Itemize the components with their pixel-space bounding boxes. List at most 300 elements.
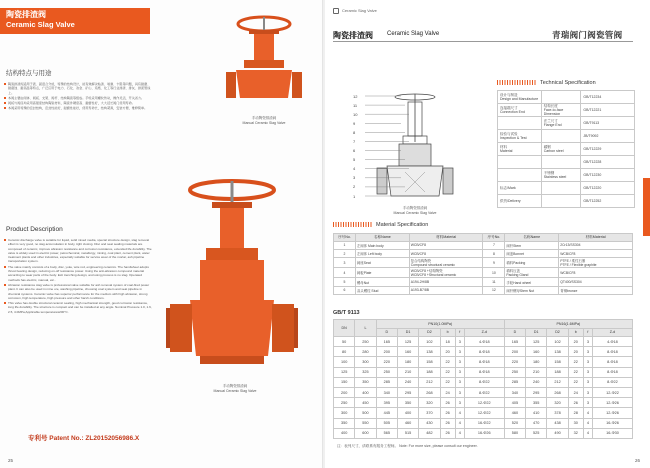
dim-cell: 285 [504, 377, 525, 387]
page-number-left: 25 [8, 458, 14, 463]
dim-cell: 26 [440, 418, 455, 428]
dim-cell: 200 [504, 347, 525, 357]
dim-header-dn: DN [334, 320, 355, 337]
material-cell: 9 [483, 258, 505, 268]
dim-cell: 350 [397, 398, 418, 408]
dim-cell: 3 [455, 398, 464, 408]
tech-spec-sub: 不锈钢 Stainless steel [541, 169, 581, 182]
dim-cell: 212 [419, 377, 440, 387]
dim-cell: 26 [440, 408, 455, 418]
drawing-caption-cn: 手动陶瓷排渣阀 [402, 206, 428, 210]
material-cell: 双头螺柱 Stud [355, 286, 409, 294]
material-header: 序号No. [483, 234, 505, 242]
material-spec-table [333, 233, 633, 295]
tech-spec-label: 检验与试验 Inspection & Test [498, 130, 542, 143]
dim-cell: 340 [504, 387, 525, 397]
tech-spec-table [497, 90, 635, 208]
material-cell: PTFE / 柔性石墨 PTFE / Flexible graphite [559, 258, 633, 268]
dim-row [334, 347, 633, 357]
tech-spec-value: GB/T12220 [581, 182, 635, 195]
dim-cell: 300 [334, 408, 355, 418]
small-valve-photo [216, 10, 312, 125]
dim-row [334, 357, 633, 367]
structure-heading: 结构特点与用途 [6, 70, 52, 77]
drawing-caption [365, 206, 465, 215]
dim-cell: 4 [455, 428, 464, 438]
structure-para: 本阀主要由阀体、阀板、支架、阀杆、结构陶瓷等组成。手轮采用螺纹传动，操作灵活，开关省力。 [4, 96, 152, 100]
dim-cell: 20 [568, 347, 583, 357]
dim-cell: 268 [547, 387, 568, 397]
dim-cell: 525 [526, 428, 547, 438]
dim-cell: 160 [397, 347, 418, 357]
tech-spec-sub [541, 91, 581, 104]
dim-cell: 295 [526, 387, 547, 397]
dim-cell: 102 [547, 337, 568, 347]
material-cell: 阀盖Bonnet [505, 249, 559, 257]
dim-cell: 395 [376, 398, 397, 408]
material-header: 名称Name [505, 234, 559, 242]
heading-stripe [497, 80, 537, 85]
dim-cell: 30 [568, 418, 583, 428]
material-cell: 3 [334, 258, 356, 268]
material-cell: 左阀体 Left body [355, 249, 409, 257]
dim-subheader: Z-d [592, 328, 632, 337]
callout-number: 3 [353, 175, 356, 181]
material-cell: 2 [334, 249, 356, 257]
dim-cell: 580 [504, 428, 525, 438]
material-cell: 10 [483, 268, 505, 278]
large-caption-en: Manual Ceramic Slag Valve [213, 388, 257, 393]
tech-spec-row [498, 195, 635, 208]
callout-number: 12 [353, 93, 358, 99]
dim-row [334, 377, 633, 387]
material-cell: 4 [334, 268, 356, 278]
dim-cell: 12-Φ22 [464, 398, 504, 408]
dim-cell: 16-Φ26 [592, 418, 632, 428]
dim-cell: 3 [455, 337, 464, 347]
dim-cell: 12-Φ26 [592, 398, 632, 408]
dim-cell: 450 [355, 398, 376, 408]
material-cell: 8 [483, 249, 505, 257]
dim-cell: 100 [334, 357, 355, 367]
callout-number: 9 [353, 120, 356, 126]
dim-cell: 8-Φ18 [592, 347, 632, 357]
dim-cell: 26 [440, 398, 455, 408]
material-row [334, 249, 633, 257]
tech-spec-label: 材料 Material [498, 143, 542, 156]
right-title-en: Ceramic Slag Valve [387, 31, 440, 37]
dim-cell: 4 [583, 418, 592, 428]
material-cell: WCB/CF8 [559, 249, 633, 257]
material-cell: 1 [334, 241, 356, 249]
dim-cell: 8-Φ22 [464, 377, 504, 387]
dim-cell: 8-Φ22 [592, 377, 632, 387]
tech-spec-value: GB/T12228 [581, 156, 635, 169]
tech-spec-label: 供货/Delivery [498, 195, 542, 208]
dim-row [334, 428, 633, 438]
dim-cell: 460 [397, 418, 418, 428]
patent-number: 专利号 Patent No.: ZL20152056986.X [28, 435, 140, 442]
dim-header-l: L [355, 320, 376, 337]
dim-cell: 28 [568, 408, 583, 418]
dim-cell: 16-Φ30 [592, 428, 632, 438]
tech-spec-sub [541, 195, 581, 208]
dim-cell: 3 [455, 357, 464, 367]
dim-cell: 250 [355, 337, 376, 347]
dim-cell: 340 [376, 387, 397, 397]
dim-cell: 50 [334, 337, 355, 347]
dim-cell: 355 [526, 398, 547, 408]
material-cell: 左阀体 Main body [355, 241, 409, 249]
dim-cell: 3 [583, 377, 592, 387]
dim-cell: 80 [334, 347, 355, 357]
dim-cell: 125 [397, 337, 418, 347]
material-cell: WCB/CF8 [409, 249, 483, 257]
material-row [334, 286, 633, 294]
tech-spec-row [498, 156, 635, 169]
material-row [334, 268, 633, 278]
material-spec-heading [333, 222, 428, 228]
dim-cell: 158 [547, 357, 568, 367]
material-cell: 7 [483, 241, 505, 249]
dim-row [334, 408, 633, 418]
dim-cell: 250 [504, 367, 525, 377]
dim-cell: 4 [455, 418, 464, 428]
dim-cell: 470 [526, 418, 547, 428]
dim-row [334, 418, 633, 428]
tech-spec-label [498, 156, 542, 169]
dim-subheader: D2 [547, 328, 568, 337]
dim-cell: 12-Φ26 [592, 408, 632, 418]
product-para: This valve has double structural ceramic sealing, high mechanical strength, good corrosion resistance, long life durability. The structure is compact and can be installed at any angle. Nominal Pressure 1.0, 1.6, 2.5, 4.0MPa;Applicable temperature≤200°C. [4, 301, 152, 314]
drawing-caption-en: Manual Ceramic Slag Valve [393, 210, 437, 215]
valve-small-image [216, 10, 312, 116]
dim-cell: 3 [583, 367, 592, 377]
tech-spec-heading-text: Technical Specification [540, 80, 596, 86]
dim-cell: 180 [397, 357, 418, 367]
tech-spec-sub: 结构长度 Face-to-face Dimension [541, 104, 581, 117]
material-header: 名称Name [355, 234, 409, 242]
dim-cell: 482 [419, 428, 440, 438]
material-cell: A193-B7/8B [409, 286, 483, 294]
dim-cell: 3 [455, 377, 464, 387]
dim-cell: 24 [440, 387, 455, 397]
dim-cell: 350 [355, 377, 376, 387]
valve-large-image [160, 178, 310, 383]
product-title-banner [0, 8, 150, 34]
running-header: Ceramic Slag Valve [342, 8, 377, 13]
dim-cell: 8-Φ18 [464, 357, 504, 367]
dim-cell: 430 [419, 418, 440, 428]
material-cell: 5 [334, 278, 356, 286]
page-number-right: 26 [635, 458, 641, 463]
dim-cell: 320 [419, 398, 440, 408]
heading-stripe [333, 222, 373, 227]
dim-row [334, 367, 633, 377]
dim-cell: 4 [583, 428, 592, 438]
material-cell: 复合结构陶瓷 Compound structural ceramic [409, 258, 483, 268]
dim-cell: 158 [419, 357, 440, 367]
valve-section-drawing [365, 92, 465, 204]
dim-cell: 32 [568, 428, 583, 438]
dim-cell: 26 [440, 428, 455, 438]
dim-cell: 8-Φ18 [464, 367, 504, 377]
technical-drawing [353, 92, 465, 209]
dim-cell: 378 [547, 408, 568, 418]
small-photo-caption [216, 116, 312, 125]
product-description-text [4, 238, 152, 315]
tech-spec-row [498, 182, 635, 195]
material-header: 材料Material [409, 234, 483, 242]
material-cell: 2Cr13/SS304 [559, 241, 633, 249]
dim-cell: 200 [334, 387, 355, 397]
material-cell: WCB/CF8 +结构陶瓷 WCB/CF8 +Structural ceramic [409, 268, 483, 278]
right-title-cn: 陶瓷排渣阀 [333, 31, 373, 40]
dim-cell: 188 [547, 367, 568, 377]
dim-cell: 438 [547, 418, 568, 428]
tech-spec-value: GB/T9113 [581, 117, 635, 130]
structure-para: 阀板与阀座均采用高强度结构陶瓷材料，陶瓷件硬度高、耐磨性好，大大延长阀门使用寿命。 [4, 101, 152, 105]
dim-cell: 300 [355, 357, 376, 367]
tech-spec-sub [541, 156, 581, 169]
dim-cell: 20 [440, 347, 455, 357]
material-cell: 填料压盖 Packing Gland [505, 268, 559, 278]
dim-cell: 22 [440, 357, 455, 367]
material-row [334, 258, 633, 268]
right-page [325, 0, 650, 468]
material-header: 材料Material [559, 234, 633, 242]
dim-cell: 3 [455, 367, 464, 377]
material-spec-heading-text: Material Specification [376, 222, 429, 228]
left-page [0, 0, 323, 468]
dim-cell: 250 [334, 398, 355, 408]
dim-cell: 3 [583, 347, 592, 357]
dim-cell: 125 [526, 337, 547, 347]
dim-cell: 490 [547, 428, 568, 438]
dimension-heading: GB/T 9113 [333, 310, 360, 316]
dim-cell: 320 [547, 398, 568, 408]
tech-spec-label: 标志/Mark [498, 182, 542, 195]
dim-cell: 3 [455, 387, 464, 397]
dim-cell: 520 [504, 418, 525, 428]
page-edge-tab [643, 178, 650, 236]
callout-number: 1 [353, 193, 356, 199]
dim-cell: 212 [547, 377, 568, 387]
tech-spec-row [498, 143, 635, 156]
dim-cell: 565 [376, 428, 397, 438]
dim-cell: 400 [334, 428, 355, 438]
dim-cell: 240 [526, 377, 547, 387]
dim-subheader: Z-d [464, 328, 504, 337]
material-row [334, 241, 633, 249]
callout-number: 10 [353, 111, 358, 117]
tech-spec-heading [497, 80, 596, 86]
dim-subheader: b [440, 328, 455, 337]
dim-cell: 180 [526, 357, 547, 367]
dim-cell: 4 [583, 408, 592, 418]
structure-text [4, 82, 152, 112]
dim-subheader: D1 [526, 328, 547, 337]
dim-cell: 370 [419, 408, 440, 418]
material-cell: 6 [334, 286, 356, 294]
dim-cell: 12-Φ22 [592, 387, 632, 397]
dim-cell: 210 [397, 367, 418, 377]
tech-spec-value: JB/T9092 [581, 130, 635, 143]
dim-cell: 350 [334, 418, 355, 428]
dim-cell: 138 [547, 347, 568, 357]
tech-spec-label [498, 117, 542, 130]
dim-cell: 3 [583, 337, 592, 347]
material-cell: 青铜bronze [559, 286, 633, 294]
tech-spec-row [498, 91, 635, 104]
large-caption-cn: 手动陶瓷排渣阀 [222, 384, 248, 388]
dim-row [334, 398, 633, 408]
dim-cell: 400 [397, 408, 418, 418]
dim-cell: 3 [455, 347, 464, 357]
product-description-heading: Product Description [6, 226, 63, 233]
dim-cell: 325 [355, 367, 376, 377]
dim-row [334, 387, 633, 397]
dim-group-pn16: PN16(1.6MPa) [504, 320, 632, 329]
brand-logo: 青瑞阀门阀瓷管阀 [552, 30, 623, 40]
dim-cell: 22 [568, 357, 583, 367]
dim-subheader: f [583, 328, 592, 337]
material-cell: A194-2H/8B [409, 278, 483, 286]
dim-subheader: f [455, 328, 464, 337]
material-cell: 填料Packing [505, 258, 559, 268]
tech-spec-value: GB/T12221 [581, 104, 635, 117]
dim-cell: 3 [583, 398, 592, 408]
material-cell: 螺母Nut [355, 278, 409, 286]
dim-cell: 400 [355, 387, 376, 397]
small-caption-cn: 手动陶瓷排渣阀 [251, 116, 277, 120]
dim-cell: 600 [355, 428, 376, 438]
dim-cell: 445 [376, 408, 397, 418]
dim-cell: 188 [419, 367, 440, 377]
dim-cell: 295 [397, 387, 418, 397]
material-cell: 12 [483, 286, 505, 294]
tech-spec-value: GB/T12252 [581, 195, 635, 208]
table-note: 注：表列尺寸，请联系有服务工程师。 Note: For more size, please consult our engineer. [337, 444, 478, 448]
tech-spec-row [498, 117, 635, 130]
dim-cell: 22 [440, 367, 455, 377]
tech-spec-value: GB/T12230 [581, 169, 635, 182]
material-cell: 阀杆螺母Stem Nut [505, 286, 559, 294]
structure-para: 陶瓷排渣阀适用于液、固混合介质，特殊的结构设计，能有效解决粘渣、堵塞、卡阻等问题，具有耐磨、耐腐蚀、耐高温等特点，广泛应用于电力、石化、冶金、矿山、造纸、化工等行业排渣、排灰、排泥管线上。 [4, 82, 152, 95]
dim-cell: 22 [568, 367, 583, 377]
callout-number: 2 [353, 184, 356, 190]
callout-number: 7 [353, 138, 356, 144]
dim-cell: 4-Φ18 [592, 337, 632, 347]
dim-subheader: b [568, 328, 583, 337]
material-cell: 11 [483, 278, 505, 286]
dim-cell: 500 [355, 408, 376, 418]
material-header: 序号No. [334, 234, 356, 242]
header-icon [333, 8, 339, 14]
dim-cell: 460 [504, 408, 525, 418]
dim-cell: 22 [568, 377, 583, 387]
dim-cell: 18 [440, 337, 455, 347]
dim-cell: 8-Φ18 [592, 367, 632, 377]
structure-para: 本阀采用特殊的密封结构，密封性能好，耐磨性能好，使用寿命长，结构紧凑，安装方便，维修简单。 [4, 106, 152, 110]
tech-spec-value: GB/T12234 [581, 91, 635, 104]
title-rule [333, 41, 633, 42]
dim-cell: 8-Φ18 [592, 357, 632, 367]
callout-number: 11 [353, 102, 358, 108]
dim-subheader: D2 [419, 328, 440, 337]
dim-cell: 405 [504, 398, 525, 408]
tech-spec-value: GB/T12229 [581, 143, 635, 156]
large-photo-caption [190, 384, 280, 393]
material-cell: 阀板Plate [355, 268, 409, 278]
dim-subheader: D [504, 328, 525, 337]
dim-cell: 138 [419, 347, 440, 357]
material-row [334, 278, 633, 286]
material-cell: 阀座Seat [355, 258, 409, 268]
dim-cell: 210 [526, 367, 547, 377]
dim-cell: 102 [419, 337, 440, 347]
dim-cell: 240 [397, 377, 418, 387]
material-cell: WCB/CF8 [559, 268, 633, 278]
dim-cell: 26 [568, 398, 583, 408]
material-cell: WCB/CF8 [409, 241, 483, 249]
dim-cell: 4-Φ18 [464, 337, 504, 347]
dim-cell: 3 [583, 357, 592, 367]
callout-number: 6 [353, 148, 356, 154]
dim-cell: 3 [583, 387, 592, 397]
callout-number: 8 [353, 129, 356, 135]
product-para: Abrasion resistance slag valve is professional valve suitable for ash removal system of coal-fired power plant. It can also be used in mine ore, washing pipeline, choosing coal system and seat pipeline in chemical systems. Ceramic valve has superior performance for the medium with high abrasion, strong corrosion, high temperature, high pressure and other harsh conditions. [4, 283, 152, 300]
dim-cell: 250 [376, 367, 397, 377]
material-cell: 阀杆Stem [505, 241, 559, 249]
dim-cell: 220 [376, 357, 397, 367]
dim-cell: 165 [504, 337, 525, 347]
dim-cell: 125 [334, 367, 355, 377]
dim-cell: 8-Φ22 [464, 387, 504, 397]
tech-spec-sub [541, 130, 581, 143]
tech-spec-sub: 法兰尺寸 Flange End [541, 117, 581, 130]
dim-cell: 22 [440, 377, 455, 387]
tech-spec-sub: 碳钢 Carbon steel [541, 143, 581, 156]
product-title-en: Ceramic Slag Valve [6, 20, 75, 29]
dim-cell: 220 [504, 357, 525, 367]
tech-spec-row [498, 169, 635, 182]
product-title-cn: 陶瓷排渣阀 [6, 10, 46, 19]
tech-spec-label [498, 169, 542, 182]
tech-spec-row [498, 104, 635, 117]
large-valve-photo [160, 178, 310, 393]
dim-cell: 20 [568, 337, 583, 347]
tech-spec-sub [541, 182, 581, 195]
material-cell: QT400/SS304 [559, 278, 633, 286]
material-cell: 手轮Hand wheel [505, 278, 559, 286]
dim-cell: 12-Φ22 [464, 408, 504, 418]
dim-cell: 165 [376, 337, 397, 347]
tech-spec-label: 连接端尺寸 Connection End [498, 104, 542, 117]
callout-number: 4 [353, 166, 356, 172]
dim-cell: 515 [397, 428, 418, 438]
product-para: The valve mainly consists of a body, disc, yoke, wire rod, engineering ceramics. The handwheel adopts thrust bearing design, reducing on-off resistance power. Using the anti-abrasion compound material according to wear parts of the body. Exit trenching design, and using process is no slag. Operated methods has electric, manual, etc.. [4, 265, 152, 282]
dim-cell: 16-Φ22 [464, 418, 504, 428]
dim-cell: 550 [355, 418, 376, 428]
dim-cell: 16-Φ26 [464, 428, 504, 438]
product-para: Ceramic discharge valve is suitable for liquid, solid mixed media, special structure design, slag removal effect is very good, no slag accumulation in body, tight closing. Disc and seat sealing materials are composed of ceramic, improve abrasion resistance and corrosion resistance, extended life durability. The valve is widely used in electric power, petrochemical, metallurgy, mining, coal plant, cement plant, water treatment plants and other industries, especially suitable for service wear of the mortar, ash pipeline transportation system. [4, 238, 152, 264]
dim-cell: 160 [526, 347, 547, 357]
dim-cell: 410 [526, 408, 547, 418]
dim-cell: 285 [376, 377, 397, 387]
callout-number: 5 [353, 157, 356, 163]
dim-cell: 280 [355, 347, 376, 357]
